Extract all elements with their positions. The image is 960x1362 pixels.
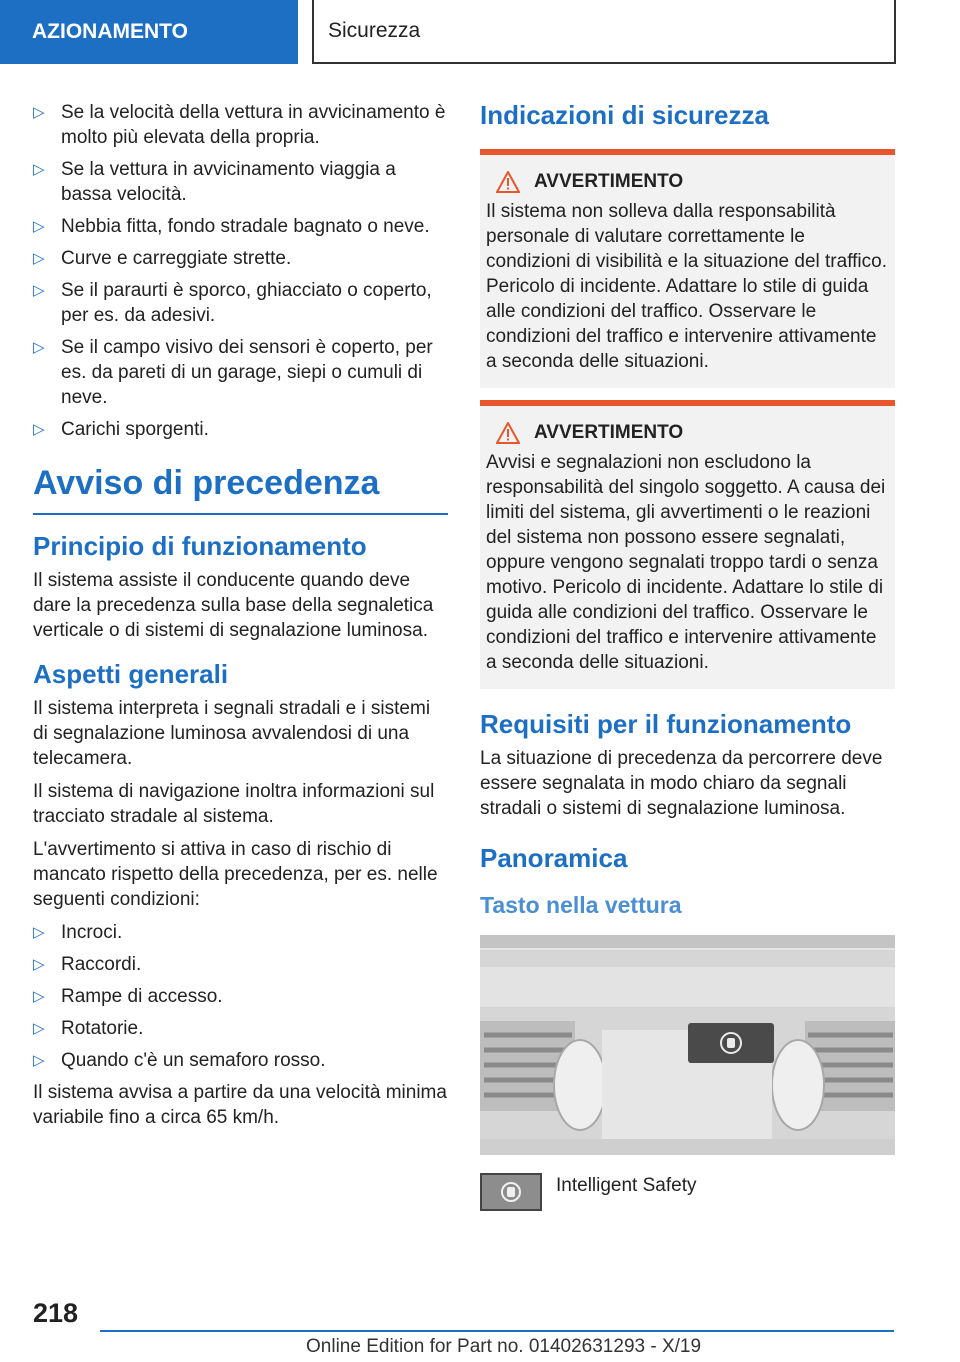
list-item: ▷ Carichi sporgenti. [33,417,448,442]
conditions-list [33,920,448,1073]
requisiti-text: La situazione di precedenza da percorrere deve essere segnalata in modo chiaro da segnali stradali o sistemi di segnalazione luminosa. [480,748,883,819]
section-heading: Avviso di precedenza [33,464,448,515]
aspetti-paragraph: Il sistema di navigazione inoltra informazioni sul tracciato stradale al sistema. [33,781,435,827]
footer-divider [100,1330,894,1332]
warning-text: Il sistema non solleva dalla responsabilità personale di valutare correttamente le condizioni di visibilità e la situazione del traffico. Pericolo di incidente. Adattare lo stile di guida alle condizioni del traffico. Osservare le condizioni del traffico e intervenire attivamente a seconda delle situazioni. [486,201,887,372]
section-title: AZIONAMENTO [32,20,188,43]
principio-text: Il sistema assiste il conducente quando deve dare la precedenza sulla base della segnaletica verticale o di sistemi di segnalazione luminosa. [33,570,434,641]
section-tab [0,0,298,64]
intelligent-safety-icon [480,1173,542,1211]
list-item: ▷ Incroci. [33,920,448,945]
tasto-heading: Tasto nella vettura [480,892,682,918]
warning-text: Avvisi e segnalazioni non escludono la responsabilità del singolo soggetto. A causa dei limiti del sistema, gli avvertimenti o le reazioni del sistema non possono essere segnalati, oppure vengono segnalati troppo tardi o senza motivo. Pericolo di incidente. Adattare lo stile di guida alle condizioni del traffico. Osservare le condizioni del traffico e intervenire attivamente a seconda delle situazioni. [486,452,886,673]
list-item: ▷ Raccordi. [33,952,448,977]
warning-triangle-icon [496,171,520,193]
caption-label: Intelligent Safety [556,1175,697,1196]
dashboard-vents-image [480,935,895,1155]
left-column [33,100,448,1138]
limitations-list [33,100,448,442]
closing-text: Il sistema avvisa a partire da una velocità minima variabile fino a circa 65 km/h. [33,1082,447,1128]
aspetti-paragraph: Il sistema interpreta i segnali stradali e i sistemi di segnalazione luminosa avvalendosi di una telecamera. [33,698,431,769]
button-photo [480,935,895,1155]
warning-title-row [486,422,887,444]
warning-box [480,400,895,689]
page-number: 218 [33,1298,79,1328]
footer-edition: Online Edition for Part no. 01402631293 - X/19 [306,1336,702,1357]
list-item: ▷ Quando c'è un semaforo rosso. [33,1048,448,1073]
requisiti-heading: Requisiti per il funzionamento [480,709,852,739]
aspetti-paragraph: L'avvertimento si attiva in caso di rischio di mancato rispetto della precedenza, per es. nelle seguenti condizioni: [33,839,438,910]
warning-title-row [486,171,887,193]
warning-title: AVVERTIMENTO [534,422,684,443]
list-item: ▷ Curve e carreggiate strette. [33,246,448,271]
chapter-header [312,0,896,64]
chapter-title: Sicurezza [328,19,421,42]
list-item: ▷ Se il campo visivo dei sensori è coperto, per es. da pareti di un garage, siepi o cumuli di neve. [33,335,448,410]
warning-title: AVVERTIMENTO [534,171,684,192]
panoramica-heading: Panoramica [480,843,628,873]
list-item: ▷ Se la velocità della vettura in avvicinamento è molto più elevata della propria. [33,100,448,150]
list-item: ▷ Se il paraurti è sporco, ghiacciato o coperto, per es. da adesivi. [33,278,448,328]
right-column [480,100,895,1211]
aspetti-heading: Aspetti generali [33,659,229,689]
list-item: ▷ Nebbia fitta, fondo stradale bagnato o neve. [33,214,448,239]
warning-box [480,149,895,388]
safety-heading: Indicazioni di sicurezza [480,100,769,130]
list-item: ▷ Rampe di accesso. [33,984,448,1009]
list-item: ▷ Se la vettura in avvicinamento viaggia a bassa velocità. [33,157,448,207]
caption-row [480,1173,895,1211]
warning-triangle-icon [496,422,520,444]
principio-heading: Principio di funzionamento [33,531,367,561]
list-item: ▷ Rotatorie. [33,1016,448,1041]
